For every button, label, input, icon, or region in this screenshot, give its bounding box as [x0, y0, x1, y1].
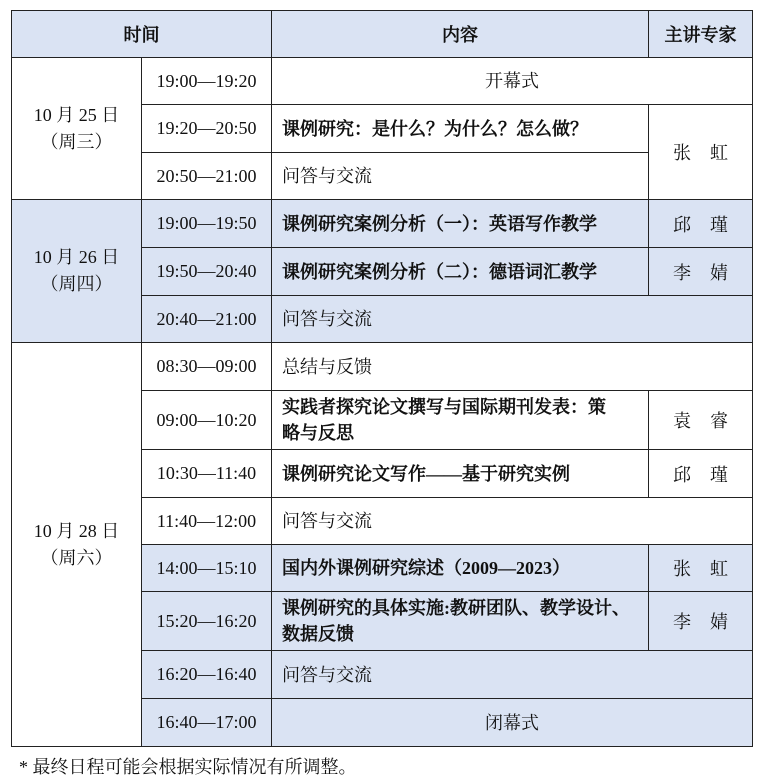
content-text: 总结与反馈	[282, 356, 372, 377]
content-text: 课例研究案例分析（一）：英语写作教学	[282, 213, 597, 234]
time-cell: 19:00—19:20	[142, 58, 272, 105]
time-cell: 15:20—16:20	[142, 592, 272, 651]
date-cell	[12, 343, 142, 747]
content-cell	[272, 699, 753, 747]
time-cell: 09:00—10:20	[142, 391, 272, 450]
weekday-label: （周四）	[40, 274, 113, 294]
date-label: 10 月 26 日	[33, 247, 120, 267]
content-text: 问答与交流	[282, 664, 372, 685]
content-text: 国内外课例研究综述（2009—2023）	[282, 558, 570, 578]
content-cell	[272, 200, 649, 248]
header-speaker: 主讲专家	[649, 11, 753, 58]
content-cell	[272, 545, 649, 592]
speaker-cell: 张 虹	[649, 545, 753, 592]
time-cell: 19:20—20:50	[142, 105, 272, 153]
time-cell: 19:50—20:40	[142, 248, 272, 296]
time-cell: 10:30—11:40	[142, 450, 272, 498]
time-cell: 20:40—21:00	[142, 296, 272, 343]
time-cell: 16:20—16:40	[142, 651, 272, 699]
speaker-cell: 李 婧	[649, 248, 753, 296]
content-text: 开幕式	[485, 71, 539, 91]
time-cell: 14:00—15:10	[142, 545, 272, 592]
content-text: 问答与交流	[282, 166, 372, 186]
content-text: 问答与交流	[282, 309, 372, 329]
speaker-cell: 袁 睿	[649, 391, 753, 450]
content-cell	[272, 343, 753, 391]
content-text: 实践者探究论文撰写与国际期刊发表：策略与反思	[282, 397, 606, 443]
date-label: 10 月 25 日	[33, 104, 120, 125]
weekday-label: （周三）	[40, 131, 113, 152]
content-text: 课例研究的具体实施:教研团队、教学设计、数据反馈	[282, 598, 630, 644]
time-cell: 11:40—12:00	[142, 498, 272, 545]
content-text: 问答与交流	[282, 511, 372, 531]
content-cell	[272, 498, 753, 545]
content-cell	[272, 592, 649, 651]
content-cell	[272, 651, 753, 699]
time-cell: 08:30—09:00	[142, 343, 272, 391]
time-cell: 20:50—21:00	[142, 153, 272, 200]
content-text: 课例研究论文写作——基于研究实例	[282, 463, 570, 484]
content-cell	[272, 391, 649, 450]
time-cell: 16:40—17:00	[142, 699, 272, 747]
header-content: 内容	[272, 11, 649, 58]
content-cell	[272, 105, 649, 153]
speaker-cell: 邱 瑾	[649, 450, 753, 498]
schedule-table	[11, 10, 753, 747]
content-cell	[272, 58, 753, 105]
speaker-cell: 张 虹	[649, 105, 753, 200]
content-cell	[272, 450, 649, 498]
weekday-label: （周六）	[40, 547, 113, 568]
content-cell	[272, 248, 649, 296]
date-label: 10 月 28 日	[33, 520, 120, 541]
speaker-cell: 李 婧	[649, 592, 753, 651]
content-cell	[272, 296, 753, 343]
time-cell: 19:00—19:50	[142, 200, 272, 248]
content-cell	[272, 153, 649, 200]
speaker-cell: 邱 瑾	[649, 200, 753, 248]
content-text: 课例研究案例分析（二）：德语词汇教学	[282, 261, 597, 282]
content-text: 课例研究：是什么？为什么？怎么做？	[282, 118, 588, 139]
date-cell	[12, 200, 142, 343]
footnote: * 最终日程可能会根据实际情况有所调整。	[19, 757, 357, 777]
date-cell	[12, 58, 142, 200]
header-time: 时间	[12, 11, 272, 58]
content-text: 闭幕式	[485, 712, 539, 733]
